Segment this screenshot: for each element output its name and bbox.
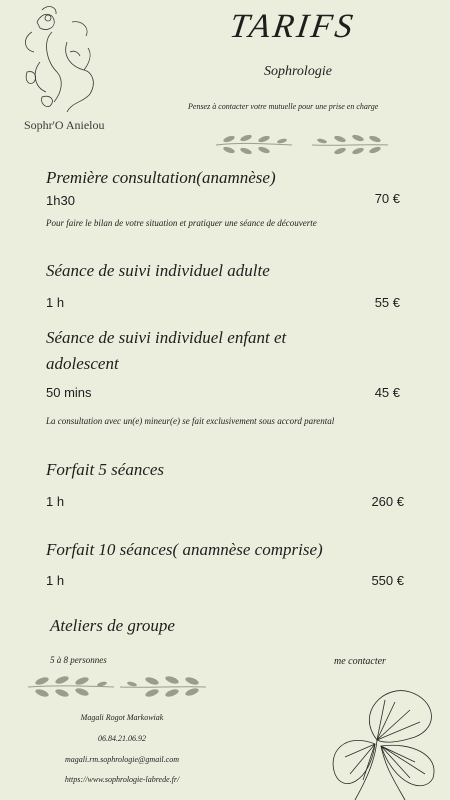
contact-label: me contacter (334, 656, 386, 667)
insurance-notice: Pensez à contacter votre mutuelle pour une prise en charge (188, 102, 379, 111)
ginkgo-leaves-illustration (315, 682, 450, 800)
brand-logo-illustration (12, 2, 112, 122)
item-duration: 1 h (46, 295, 65, 310)
page-title: TARIFS (227, 8, 358, 45)
brand-name: Sophr'O Anielou (24, 118, 105, 132)
item-duration: 1h30 (46, 193, 75, 208)
leaf-branch-icon (118, 672, 208, 702)
page-subtitle: Sophrologie (264, 64, 332, 79)
contact-website[interactable]: https://www.sophrologie-labrede.fr/ (64, 775, 180, 784)
item-title-adult-session: Séance de suivi individuel adulte (46, 261, 270, 280)
contact-phone[interactable]: 06.84.21.06.92 (98, 734, 146, 743)
contact-email[interactable]: magali.rm.sophrologie@gmail.com (65, 755, 179, 764)
item-title-package-5: Forfait 5 séances (46, 460, 165, 479)
leaf-branch-icon (310, 130, 390, 160)
item-price: 45 € (374, 385, 400, 400)
workshops-title: Ateliers de groupe (50, 616, 175, 635)
item-title-first-consultation: Première consultation(anamnèse) (46, 168, 276, 187)
item-duration: 50 mins (46, 385, 92, 400)
item-title-package-10: Forfait 10 séances( anamnèse comprise) (46, 540, 323, 559)
item-title-child-session: Séance de suivi individuel enfant et (46, 328, 287, 347)
item-price: 550 € (371, 573, 404, 588)
item-price: 260 € (371, 494, 404, 509)
item-note: Pour faire le bilan de votre situation et pratiquer une séance de découverte (46, 218, 317, 228)
leaf-branch-icon (214, 130, 294, 160)
item-duration: 1 h (46, 573, 65, 588)
item-note: La consultation avec un(e) mineur(e) se fait exclusivement sous accord parental (46, 416, 335, 426)
item-duration: 1 h (46, 494, 65, 509)
workshops-group-size: 5 à 8 personnes (50, 655, 107, 665)
item-title-child-session-line2: adolescent (46, 354, 119, 373)
leaf-branch-icon (26, 672, 116, 702)
contact-name: Magali Rogot Markowiak (80, 713, 164, 722)
item-price: 70 € (374, 191, 400, 206)
item-price: 55 € (374, 295, 400, 310)
